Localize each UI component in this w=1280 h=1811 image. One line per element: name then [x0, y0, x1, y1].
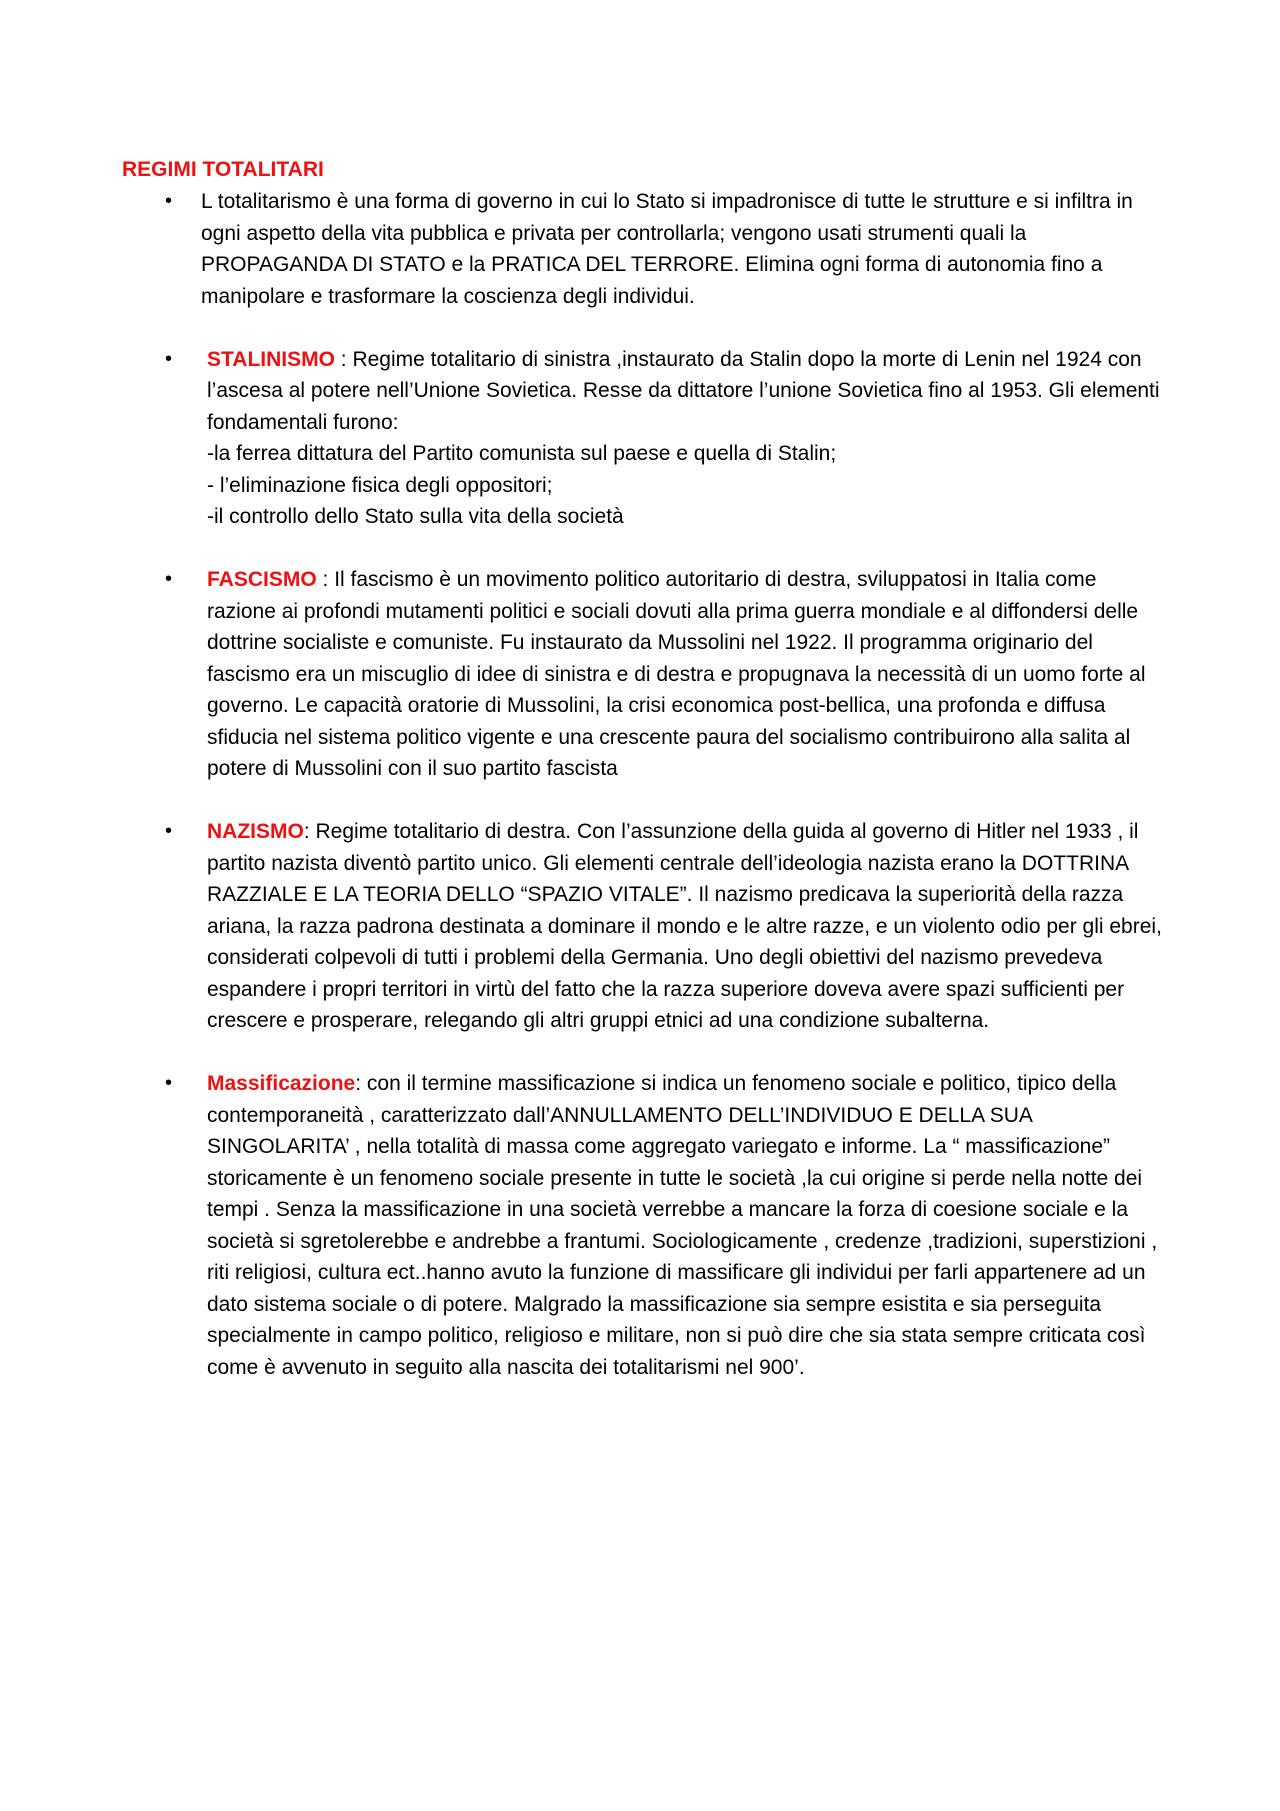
list-item-nazismo	[0, 816, 1167, 1037]
list-item-massificazione	[0, 1068, 1167, 1383]
item-label: FASCISMO	[207, 568, 317, 591]
item-text: : con il termine massificazione si indica un fenomeno sociale e politico, tipico della contemporaneità , caratterizzato dall’ANNULLAMENTO DELL’INDIVIDUO E DELLA SUA SINGOLARITA’ , nella totalità di massa come aggregato variegato e informe. La “ massificazione” storicamente è un fenomeno sociale presente in tutte le società ,la cui origine si perde nella notte dei tempi . Senza la massificazione in una società verrebbe a mancare la forza di coesione sociale e la società si sgretolerebbe e andrebbe a frantumi. Sociologicamente , credenze ,tradizioni, superstizioni , riti religiosi, cultura ect..hanno avuto la funzione di massificare gli individui per farli appartenere ad un dato sistema sociale o di potere. Malgrado la massificazione sia sempre esistita e sia perseguita specialmente in campo politico, religioso e militare, non si può dire che sia stata sempre criticata così come è avvenuto in seguito alla nascita dei totalitarismi nel 900’.	[207, 1072, 1158, 1379]
item-text: L totalitarismo è una forma di governo in cui lo Stato si impadronisce di tutte le strutture e si infiltra in ogni aspetto della vita pubblica e privata per controllarla; vengono usati strumenti quali la PROPAGANDA DI STATO e la PRATICA DEL TERRORE. Elimina ogni forma di autonomia fino a manipolare e trasformare la coscienza degli individui.	[201, 190, 1133, 308]
item-label: Massificazione	[207, 1072, 356, 1095]
item-body	[207, 816, 1167, 1037]
item-text: : Regime totalitario di destra. Con l’assunzione della guida al governo di Hitler nel 1933 , il partito nazista diventò partito unico. Gli elementi centrale dell’ideologia nazista erano la DOTTRINA RAZZIALE E LA TEORIA DELLO “SPAZIO VITALE”. Il nazismo predicava la superiorità della razza ariana, la razza padrona destinata a dominare il mondo e le altre razze, e un violento odio per gli ebrei, considerati colpevoli di tutti i problemi della Germania. Uno degli obiettivi del nazismo prevedeva espandere i propri territori in virtù del fatto che la razza superiore doveva avere spazi sufficienti per crescere e prosperare, relegando gli altri gruppi etnici ad una condizione subalterna.	[207, 820, 1162, 1032]
item-label: STALINISMO	[207, 347, 335, 371]
item-body	[207, 564, 1167, 785]
bullet-icon: •	[165, 190, 173, 212]
bullet-icon: •	[165, 347, 173, 370]
spacer	[0, 312, 1280, 344]
spacer	[0, 785, 1280, 817]
bullet-icon: •	[165, 1072, 173, 1094]
item-label: NAZISMO	[207, 820, 304, 843]
item-body	[207, 1068, 1167, 1383]
bullet-icon: •	[165, 820, 173, 842]
item-line: - l’eliminazione fisica degli oppositori;	[207, 473, 553, 497]
topics-list	[0, 186, 1280, 1383]
document-title: REGIMI TOTALITARI	[122, 158, 324, 181]
item-body	[201, 186, 1167, 312]
list-item-totalitarismo	[0, 186, 1167, 312]
item-text: : Regime totalitario di sinistra ,instaurato da Stalin dopo la morte di Lenin nel 1924 con l’ascesa al potere nell’Unione Sovietica. Resse da dittatore l’unione Sovietica fino al 1953. Gli elementi fondamentali furono:	[207, 347, 1160, 434]
item-line: -il controllo dello Stato sulla vita della società	[207, 505, 624, 528]
item-text: : Il fascismo è un movimento politico autoritario di destra, sviluppatosi in Italia come razione ai profondi mutamenti politici e sociali dovuti alla prima guerra mondiale e al diffondersi delle dottrine socialiste e comuniste. Fu instaurato da Mussolini nel 1922. Il programma originario del fascismo era un miscuglio di idee di sinistra e di destra e propugnava la necessità di un uomo forte al governo. Le capacità oratorie di Mussolini, la crisi economica post-bellica, una profonda e diffusa sfiducia nel sistema politico vigente e una crescente paura del socialismo contribuirono alla salita al potere di Mussolini con il suo partito fascista	[207, 568, 1146, 780]
item-body	[207, 344, 1167, 439]
bullet-icon: •	[165, 568, 173, 590]
spacer	[0, 533, 1280, 565]
spacer	[0, 1037, 1280, 1069]
item-line: -la ferrea dittatura del Partito comunista sul paese e quella di Stalin;	[207, 442, 837, 465]
list-item-stalinismo	[0, 344, 1167, 533]
list-item-fascismo	[0, 564, 1167, 785]
